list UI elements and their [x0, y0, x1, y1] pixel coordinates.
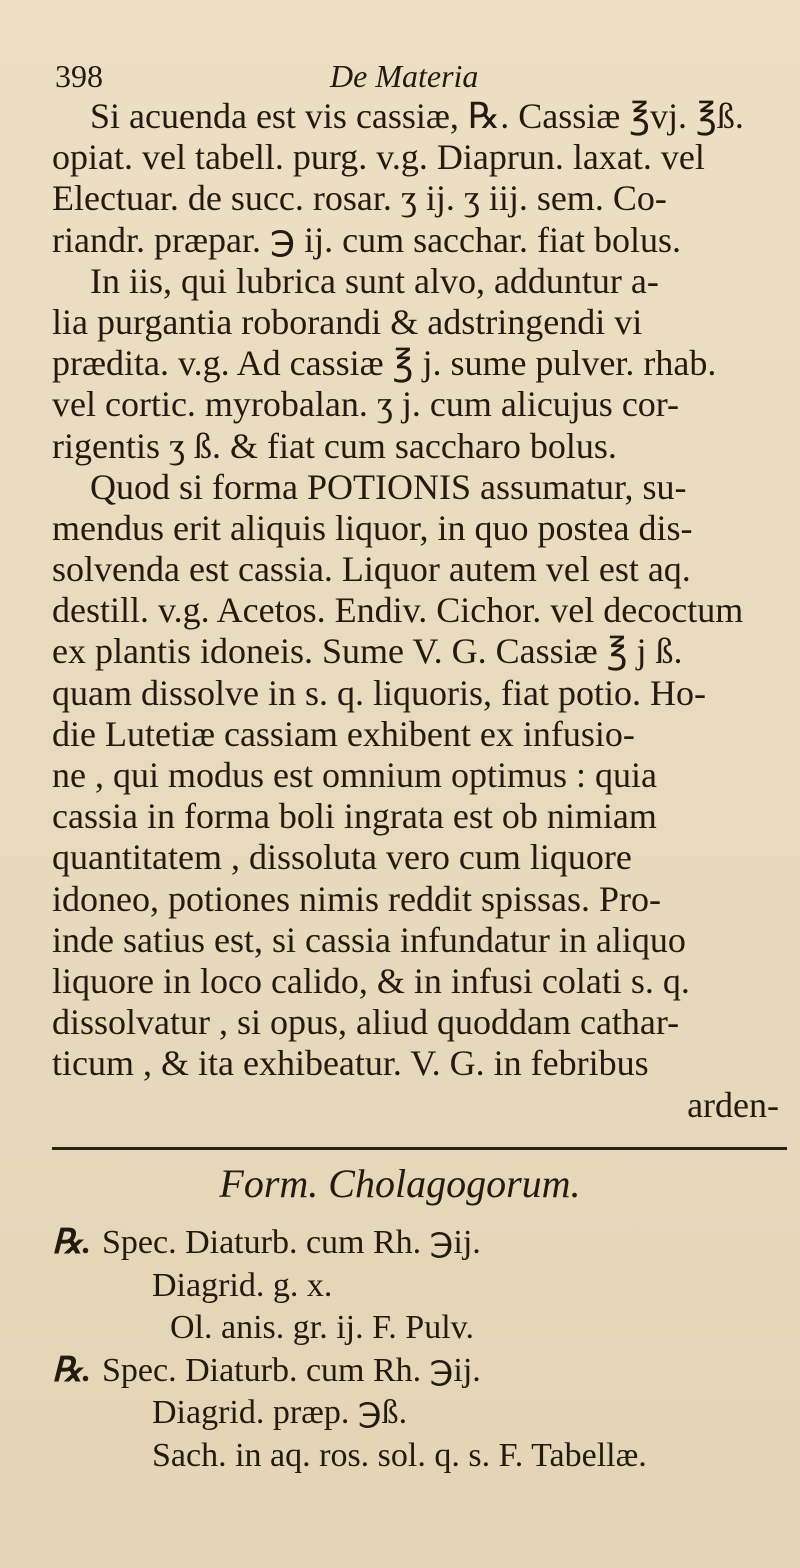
section-divider: [52, 1147, 787, 1150]
text-line: Si acuenda est vis cassiæ, ℞. Cassiæ ℥vj. ℥ß.: [90, 96, 744, 136]
running-title: De Materia: [330, 58, 479, 94]
text-line: Electuar. de succ. rosar. ʒ ij. ʒ iij. sem. Co-: [52, 178, 667, 219]
recipe-text: Spec. Diaturb. cum Rh. ℈ij.: [102, 1351, 481, 1389]
recipe-line: [52, 1222, 787, 1265]
text-line: mendus erit aliquis liquor, in quo postea dis-: [52, 507, 693, 548]
formula-recipe: [52, 1222, 787, 1477]
page-number: 398: [55, 58, 103, 94]
recipe-symbol: ℞.: [52, 1224, 91, 1261]
text-line: opiat. vel tabell. purg. v.g. Diaprun. laxat. vel: [52, 137, 705, 178]
formula-title: Form. Cholagogorum.: [219, 1161, 581, 1206]
text-line: inde satius est, si cassia infundatur in aliquo: [52, 919, 686, 960]
recipe-text: Spec. Diaturb. cum Rh. ℈ij.: [102, 1224, 481, 1261]
text-line: rigentis ʒ ß. & fiat cum saccharo bolus.: [52, 425, 617, 466]
text-line: In iis, qui lubrica sunt alvo, adduntur a-: [90, 260, 659, 301]
text-line: ticum , & ita exhibeatur. V. G. in febribus: [52, 1043, 649, 1084]
text-line: quantitatem , dissoluta vero cum liquore: [52, 837, 632, 878]
text-line: dissolvatur , si opus, aliud quoddam cathar-: [52, 1002, 680, 1043]
running-head: [55, 58, 760, 98]
text-line: prædita. v.g. Ad cassiæ ℥ j. sume pulver. rhab.: [52, 343, 717, 384]
text-line: riandr. præpar. ℈ ij. cum sacchar. fiat bolus.: [52, 219, 681, 260]
text-line: lia purgantia roborandi & adstringendi vi: [52, 301, 643, 342]
text-line: ne , qui modus est omnium optimus : quia: [52, 755, 657, 795]
recipe-line: Diagrid. g. x.: [152, 1266, 333, 1304]
text-line: quam dissolve in s. q. liquoris, fiat potio. Ho-: [52, 672, 706, 713]
text-line: vel cortic. myrobalan. ʒ j. cum alicujus cor-: [52, 384, 680, 425]
text-line: solvenda est cassia. Liquor autem vel est aq.: [52, 549, 691, 590]
text-line: idoneo, potiones nimis reddit spissas. Pro-: [52, 878, 661, 919]
catchword: arden-: [687, 1084, 779, 1125]
text-line: destill. v.g. Acetos. Endiv. Cichor. vel decoctum: [52, 590, 744, 631]
text-line: die Lutetiæ cassiam exhibent ex infusio-: [52, 713, 635, 754]
recipe-line: [52, 1350, 787, 1393]
text-line: liquore in loco calido, & in infusi colati s. q.: [52, 960, 690, 1001]
text-line: ex plantis idoneis. Sume V. G. Cassiæ ℥ j ß.: [52, 631, 683, 672]
recipe-line: Ol. anis. gr. ij. F. Pulv.: [170, 1309, 474, 1346]
main-text: [52, 96, 787, 1126]
recipe-line: Sach. in aq. ros. sol. q. s. F. Tabellæ.: [152, 1436, 647, 1474]
text-line: cassia in forma boli ingrata est ob nimiam: [52, 796, 657, 837]
recipe-line: Diagrid. præp. ℈ß.: [152, 1394, 408, 1431]
text-line: Quod si forma POTIONIS assumatur, su-: [90, 466, 687, 507]
recipe-symbol: ℞.: [52, 1351, 91, 1389]
